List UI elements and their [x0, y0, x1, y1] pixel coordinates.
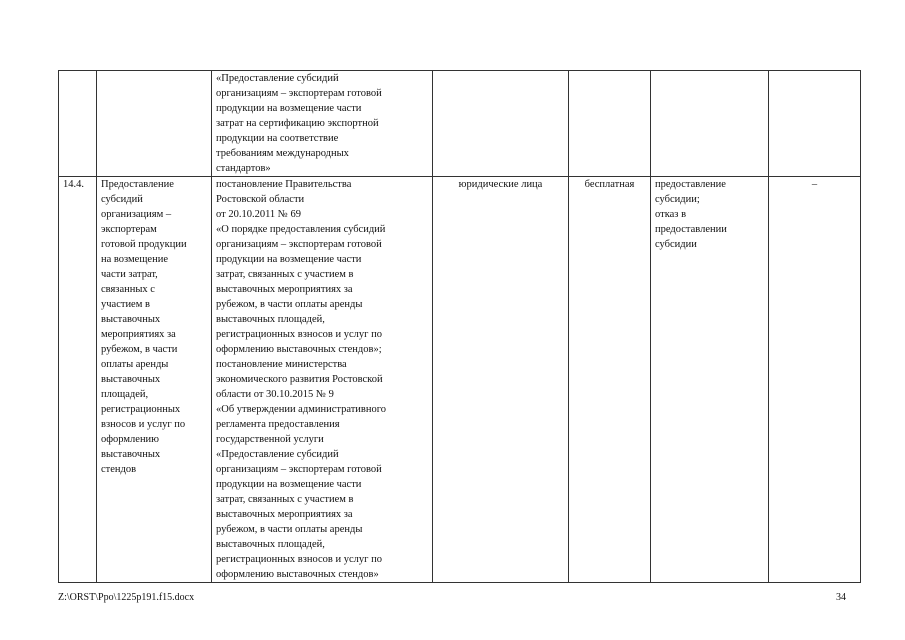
text-line: «О порядке предоставления субсидий [216, 224, 386, 235]
text-line: выставочных [101, 449, 161, 460]
text-line: регистрационных [101, 404, 181, 415]
cell-service-name [97, 177, 212, 583]
text-line: рубежом, в части оплаты аренды [216, 299, 363, 310]
text-line: предоставлении [655, 224, 727, 235]
text-line: оформлению [101, 434, 160, 445]
text-line: связанных с [101, 284, 155, 295]
text-line: «Предоставление субсидий [216, 449, 339, 460]
legal-basis-continued-text [216, 71, 428, 176]
row-number: 14.4. [59, 177, 97, 583]
cell-note: – [769, 177, 861, 583]
cell-result [651, 177, 769, 583]
text-line: субсидии [655, 239, 697, 250]
text-line: готовой продукции [101, 239, 187, 250]
text-line: отказ в [655, 209, 687, 220]
text-line: рубежом, в части оплаты аренды [216, 524, 363, 535]
text-line: государственной услуги [216, 434, 324, 445]
cell-name-empty [97, 71, 212, 177]
text-line: затрат, связанных с участием в [216, 269, 354, 280]
text-line: оформлению выставочных стендов» [216, 569, 379, 580]
text-line: субсидий [101, 194, 143, 205]
text-line: стандартов» [216, 163, 271, 174]
text-line: выставочных мероприятиях за [216, 509, 353, 520]
cell-recipients: юридические лица [433, 177, 569, 583]
text-line: организациям – экспортерам готовой [216, 464, 382, 475]
text-line: продукции на соответствие [216, 133, 339, 144]
text-line: регламента предоставления [216, 419, 340, 430]
result-text [655, 177, 764, 252]
text-line: выставочных площадей, [216, 539, 325, 550]
text-line: на возмещение [101, 254, 168, 265]
text-line: части затрат, [101, 269, 158, 280]
text-line: участием в [101, 299, 150, 310]
text-line: мероприятиях за [101, 329, 176, 340]
text-line: стендов [101, 464, 137, 475]
text-line: Предоставление [101, 179, 174, 190]
footer-page-number: 34 [836, 592, 846, 603]
text-line: продукции на возмещение части [216, 479, 362, 490]
cell-note-empty [769, 71, 861, 177]
cell-legal-basis-continued [212, 71, 433, 177]
text-line: организациям – [101, 209, 172, 220]
text-line: области от 30.10.2015 № 9 [216, 389, 334, 400]
text-line: взносов и услуг по [101, 419, 186, 430]
cell-result-empty [651, 71, 769, 177]
text-line: выставочных [101, 374, 161, 385]
text-line: постановление Правительства [216, 179, 352, 190]
text-line: продукции на возмещение части [216, 103, 362, 114]
text-line: «Об утверждении административного [216, 404, 387, 415]
text-line: требованиям международных [216, 148, 349, 159]
text-line: субсидии; [655, 194, 700, 205]
text-line: регистрационных взносов и услуг по [216, 329, 382, 340]
cell-recipients-empty [433, 71, 569, 177]
footer-file-path: Z:\ORST\Ppo\1225p191.f15.docx [58, 592, 195, 603]
text-line: выставочных площадей, [216, 314, 325, 325]
legal-basis-text [216, 177, 428, 582]
text-line: «Предоставление субсидий [216, 73, 339, 84]
text-line: выставочных [101, 314, 161, 325]
text-line: Ростовской области [216, 194, 305, 205]
text-line: продукции на возмещение части [216, 254, 362, 265]
table-row [59, 177, 861, 583]
cell-number-empty [59, 71, 97, 177]
services-table [58, 70, 861, 583]
text-line: предоставление [655, 179, 726, 190]
service-name-text [101, 177, 207, 477]
text-line: затрат на сертификацию экспортной [216, 118, 379, 129]
text-line: затрат, связанных с участием в [216, 494, 354, 505]
text-line: оплаты аренды [101, 359, 169, 370]
text-line: оформлению выставочных стендов»; [216, 344, 382, 355]
text-line: постановление министерства [216, 359, 347, 370]
text-line: экономического развития Ростовской [216, 374, 383, 385]
text-line: рубежом, в части [101, 344, 178, 355]
text-line: организациям – экспортерам готовой [216, 88, 382, 99]
text-line: выставочных мероприятиях за [216, 284, 353, 295]
text-line: регистрационных взносов и услуг по [216, 554, 382, 565]
text-line: организациям – экспортерам готовой [216, 239, 382, 250]
text-line: от 20.10.2011 № 69 [216, 209, 301, 220]
cell-cost-empty [569, 71, 651, 177]
cell-cost: бесплатная [569, 177, 651, 583]
table-row-continued [59, 71, 861, 177]
text-line: экспортерам [101, 224, 157, 235]
cell-legal-basis [212, 177, 433, 583]
text-line: площадей, [101, 389, 149, 400]
